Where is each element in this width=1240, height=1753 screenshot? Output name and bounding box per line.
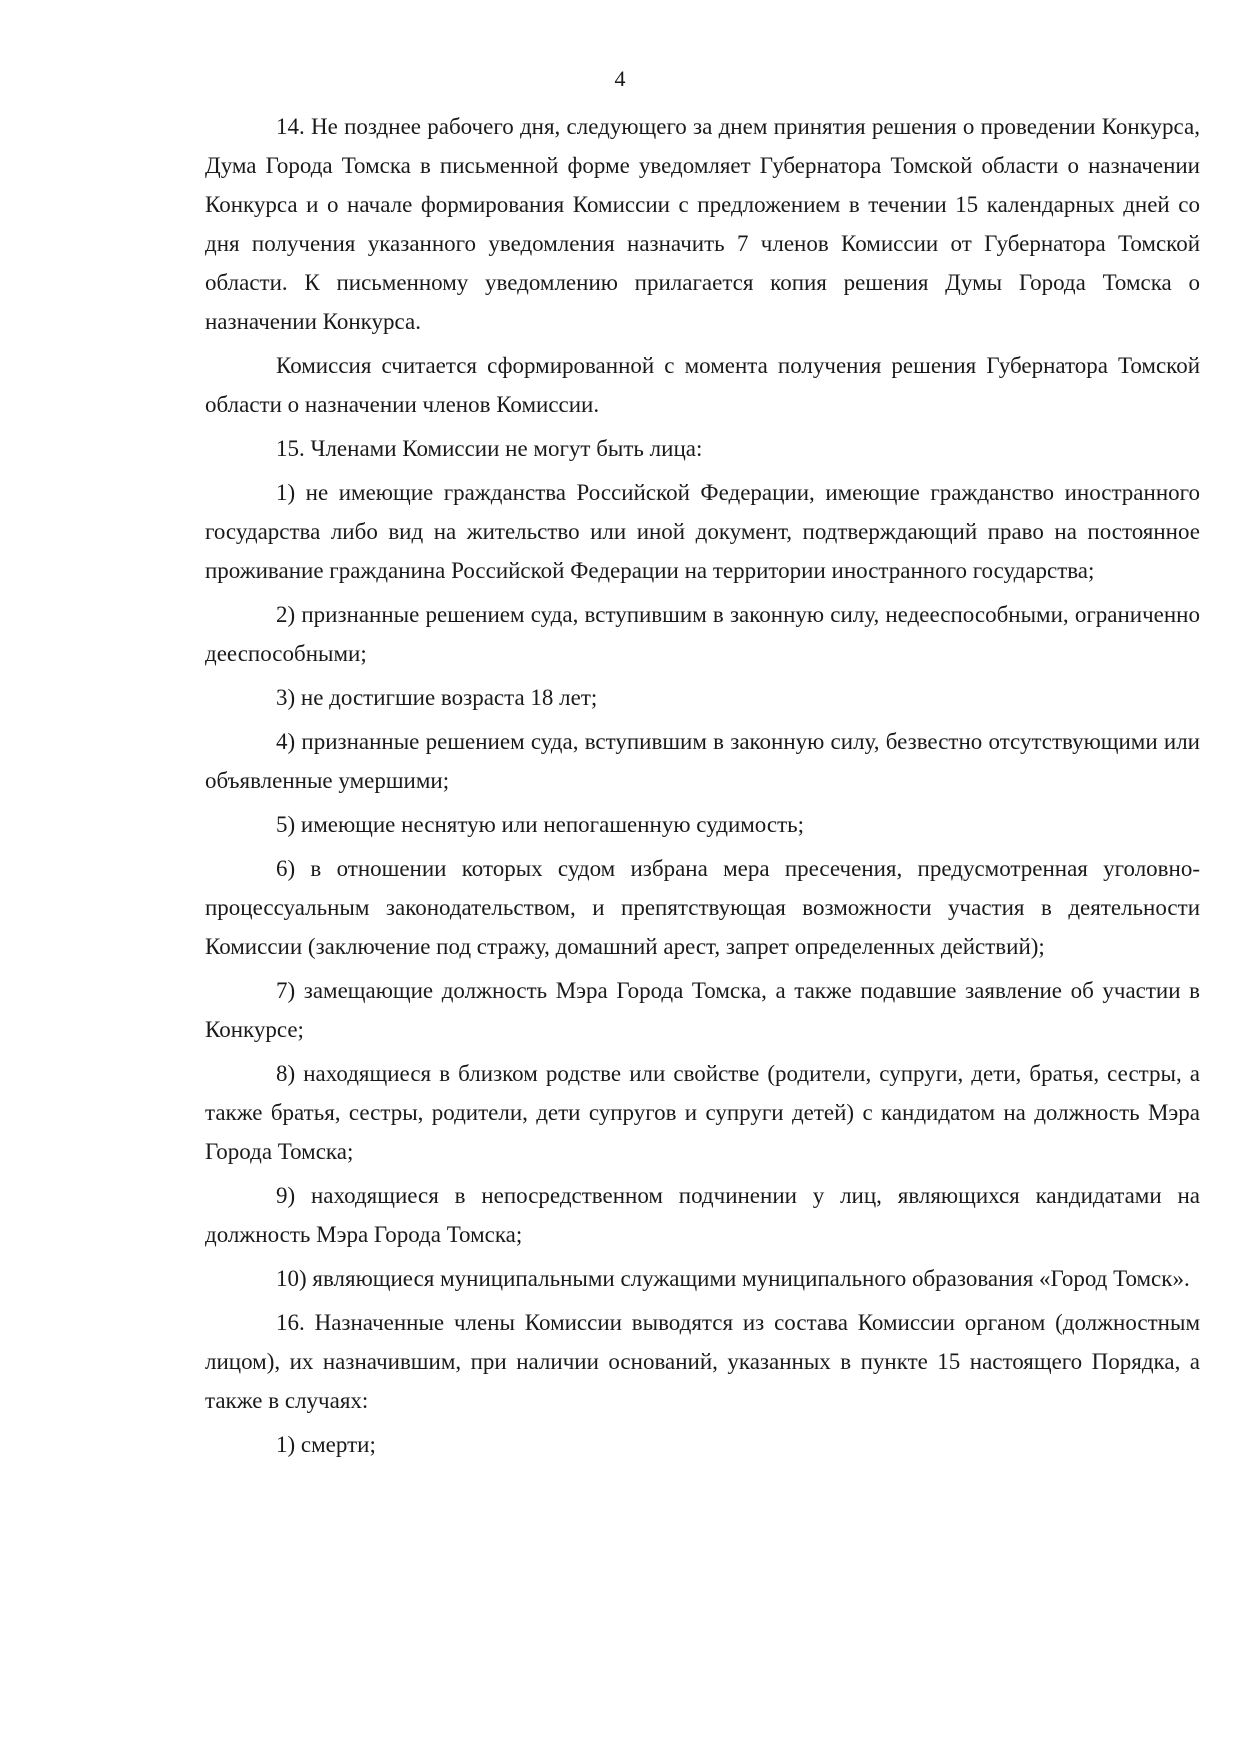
document-body bbox=[205, 107, 1200, 1469]
paragraph-16: 16. Назначенные члены Комиссии выводятся из состава Комиссии органом (должностным лицом), их назначившим, при наличии оснований, указанных в пункте 15 настоящего Порядка, а также в случаях: bbox=[205, 1310, 1200, 1413]
page-number: 4 bbox=[614, 66, 626, 91]
list-item-15-6: 6) в отношении которых судом избрана мера пресечения, предусмотренная уголовно-процессуальным законодательством, и препятствующая возможности участия в деятельности Комиссии (заключение под стражу, домашний арест, запрет определенных действий); bbox=[205, 856, 1200, 959]
list-item-15-7: 7) замещающие должность Мэра Города Томска, а также подавшие заявление об участии в Конкурсе; bbox=[205, 978, 1200, 1042]
list-item-15-2: 2) признанные решением суда, вступившим в законную силу, недееспособными, ограниченно дееспособными; bbox=[205, 602, 1200, 666]
list-item-15-9: 9) находящиеся в непосредственном подчинении у лиц, являющихся кандидатами на должность Мэра Города Томска; bbox=[205, 1183, 1200, 1247]
paragraph-commission-formed: Комиссия считается сформированной с момента получения решения Губернатора Томской области о назначении членов Комиссии. bbox=[205, 353, 1200, 417]
list-item-16-1: 1) смерти; bbox=[276, 1432, 376, 1457]
paragraph-15: 15. Членами Комиссии не могут быть лица: bbox=[276, 436, 703, 461]
list-item-15-8: 8) находящиеся в близком родстве или свойстве (родители, супруги, дети, братья, сестры, а также братья, сестры, родители, дети супругов и супруги детей) с кандидатом на должность Мэра Города Томска; bbox=[205, 1061, 1200, 1164]
list-item-15-1: 1) не имеющие гражданства Российской Федерации, имеющие гражданство иностранного государства либо вид на жительство или иной документ, подтверждающий право на постоянное проживание гражданина Российской Федерации на территории иностранного государства; bbox=[205, 480, 1200, 583]
paragraph-14: 14. Не позднее рабочего дня, следующего за днем принятия решения о проведении Конкурса, Дума Города Томска в письменной форме уведомляет Губернатора Томской области о назначении Конкурса и о начале формирования Комиссии с предложением в течении 15 календарных дней со дня получения указанного уведомления назначить 7 членов Комиссии от Губернатора Томской области. К письменному уведомлению прилагается копия решения Думы Города Томска о назначении Конкурса. bbox=[205, 114, 1200, 334]
list-item-15-5: 5) имеющие неснятую или непогашенную судимость; bbox=[276, 812, 805, 837]
list-item-15-4: 4) признанные решением суда, вступившим в законную силу, безвестно отсутствующими или объявленные умершими; bbox=[205, 729, 1200, 793]
list-item-15-10: 10) являющиеся муниципальными служащими муниципального образования «Город Томск». bbox=[276, 1266, 1190, 1291]
list-item-15-3: 3) не достигшие возраста 18 лет; bbox=[276, 685, 598, 710]
